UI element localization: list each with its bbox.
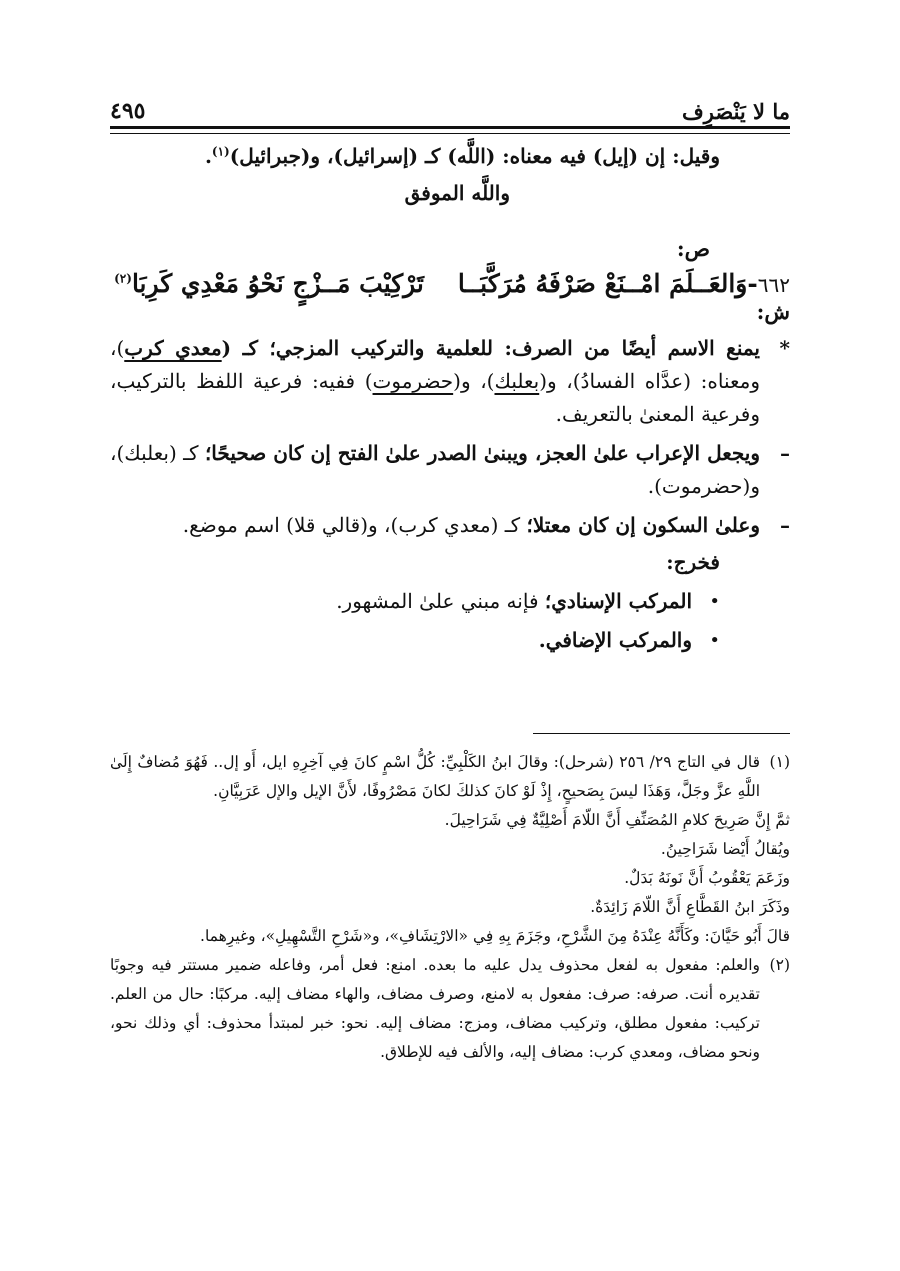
para3-rest: كـ (معدي كرب)، و(قالي قلا) اسم موضع. <box>182 513 527 537</box>
header-rule-thick <box>110 126 790 129</box>
footnotes <box>110 748 790 1067</box>
underlined-term-2: بعلبك <box>494 369 540 393</box>
page-header <box>110 84 790 124</box>
intro-text: وقيل: إن (إيل) فيه معناه: (اللَّه) كـ (إسرائيل)، و(جبرائيل) <box>229 144 720 168</box>
asterisk-bullet: * <box>779 336 790 360</box>
para2-bold: ويجعل الإعراب علىٰ العجز، ويبنىٰ الصدر علىٰ الفتح إن كان صحيحًا؛ <box>204 441 760 465</box>
underlined-term-1: معدي كرب <box>124 336 222 360</box>
list-item-bold: المركب الإسنادي؛ <box>544 589 692 613</box>
verse-second-half-text: تَرْكِيْبَ مَــزْجٍ نَحْوُ مَعْدِي كَرِبَا <box>131 269 424 298</box>
paragraph-1 <box>110 332 790 431</box>
bullet-dot: • <box>709 591 720 612</box>
verse-first-half: -وَالعَــلَمَ امْــنَعْ صَرْفَهُ مُرَكَّبَــا <box>457 269 758 298</box>
paragraph-2 <box>110 437 790 503</box>
verse-number: ٦٦٢ <box>757 273 790 297</box>
verse-line <box>110 269 790 298</box>
footnote-number: (٢) <box>769 956 790 974</box>
para3-bold: وعلىٰ السكون إن كان معتلا؛ <box>526 513 760 537</box>
page-number: ٤٩٥ <box>110 98 146 124</box>
para2-rest: كـ (بعلبك)، و(حضرموت). <box>110 441 760 498</box>
footnote-ref-2: (٢) <box>114 271 132 286</box>
verse-second-half <box>114 269 424 298</box>
underlined-term-3: حضرموت <box>372 369 454 393</box>
footnote-1 <box>110 748 790 806</box>
para1-seg: )، ومعناه: (عدَّاه الفسادُ)، و( <box>110 336 760 393</box>
paragraph-3-text <box>110 509 760 542</box>
intro-period: . <box>204 144 212 168</box>
bullet-dot: • <box>709 630 720 651</box>
footnote-text: والعلم: مفعول به لفعل محذوف يدل عليه ما بعده. امنع: فعل أمر، وفاعله ضمير مستتر فيه وجوبًا تقديره أنت. صرفه: صرف: مفعول به لامنع، وصرف مضاف، والهاء مضاف إليه. مركبًا: حال من العلم. تركيب: مفعول مطلق، وتركيب مضاف، ومزج: مضاف إليه. نحو: خبر لمبتدأ محذوف: أي وذلك نحو، ونحو مضاف، ومعدي كرب: مضاف إليه، والألف فيه للإطلاق. <box>110 956 760 1061</box>
footnote-separator <box>533 733 790 734</box>
paragraph-1-text <box>110 332 760 431</box>
footnote-line: قالَ أَبُو حَيَّانَ: وكَأَنَّهُ عِنْدَهُ مِنَ الشَّرْحِ، وجَزَمَ بِهِ فِي «الارْتِشَافِ»، و«شَرْحِ التَّسْهِيلِ»، وغيرِهما. <box>200 927 790 945</box>
header-rule-thin <box>110 133 790 134</box>
footnote-line: وزَعَمَ يَعْقُوبُ أَنَّ نَونَهُ بَدَلٌ. <box>624 869 790 887</box>
shin-label: ش: <box>756 299 790 324</box>
main-text <box>110 140 790 657</box>
exit-label: فخرج: <box>666 550 720 574</box>
footnote-line: وذَكَرَ ابنُ القَطَّاعِ أَنَّ اللّامَ زَائِدَةٌ. <box>590 898 790 916</box>
footnote-ref-1: (١) <box>211 144 230 159</box>
footnote-number: (١) <box>769 753 790 771</box>
list-item-text: فإنه مبني علىٰ المشهور. <box>336 589 545 613</box>
intro-line <box>110 140 790 173</box>
closing-line: واللَّه الموفق <box>404 181 510 205</box>
running-title: ما لا يَنْصَرِف <box>682 99 790 124</box>
para1-seg: )، و( <box>453 369 495 393</box>
list-item <box>110 585 790 618</box>
footnote-text: قال في التاج ٢٩/ ٢٥٦ (شرحل): وقالَ ابنُ الكَلْبِيِّ: كُلُّ اسْمٍ كانَ فِي آخِرِهِ ايل، أَو إل.. فَهُوَ مُضافٌ إِلَىٰ اللَّهِ عزَّ وجَلَّ، وَهَذَا ليسَ بِصَحيحٍ، إِذْ لَوْ كانَ كذلكَ لكانَ مَصْرُوفًا، لأَنَّ الإيل والإل عَرَبِيَّانِ. <box>110 753 760 800</box>
paragraph-3 <box>110 509 790 542</box>
dash-bullet: – <box>780 513 790 537</box>
para1-lead: يمنع الاسم أيضًا من الصرف: للعلمية والتركيب المزجي؛ <box>269 336 760 360</box>
footnote-line: ويُقالُ أَيْضا شَرَاحِينُ. <box>660 840 790 858</box>
list-item-bold: والمركب الإضافي. <box>538 628 692 652</box>
sad-label: ص: <box>676 236 710 261</box>
para1-seg: ) ففيه: فرعية اللفظ بالتركيب، وفرعية المعنىٰ بالتعريف. <box>110 369 760 426</box>
footnote-line: ثمَّ إِنَّ صَرِيحَ كلامِ المُصَنِّفِ أَنَّ اللّامَ أَصْلِيَّةٌ فِي شَرَاحِيلَ. <box>444 811 790 829</box>
para1-seg: كـ ( <box>221 336 270 360</box>
paragraph-2-text <box>110 437 760 503</box>
footnote-2 <box>110 951 790 1067</box>
list-item <box>110 624 790 657</box>
dash-bullet: – <box>780 441 790 465</box>
